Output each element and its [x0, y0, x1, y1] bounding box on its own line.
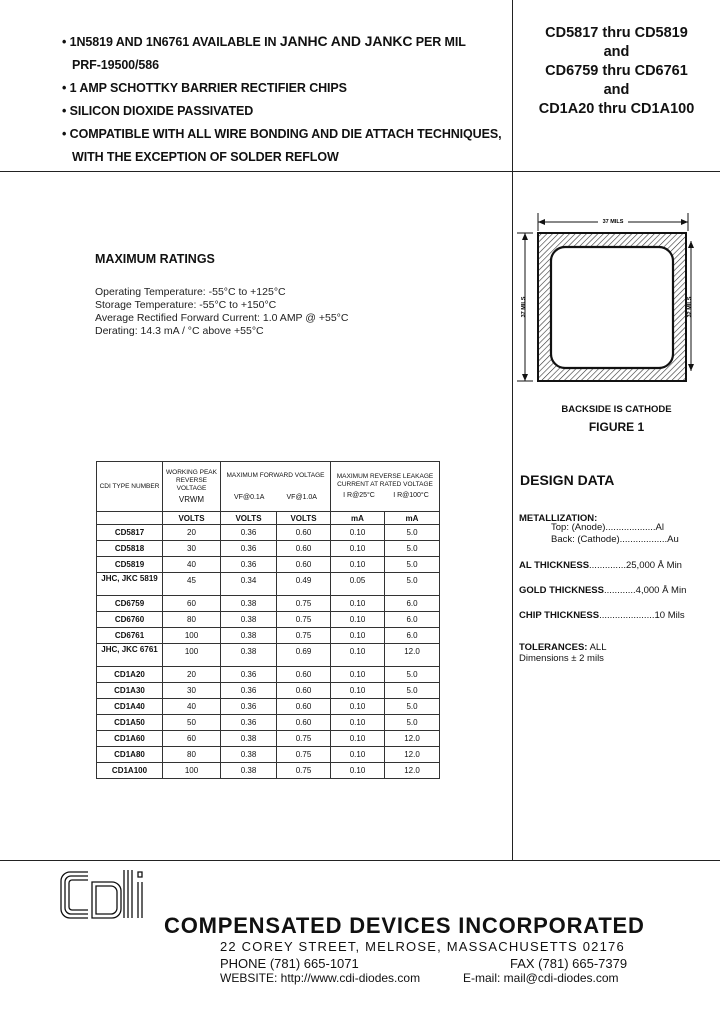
company-fax: FAX (781) 665-7379: [510, 956, 628, 971]
value-cell: 80: [163, 612, 221, 628]
value-cell: 0.36: [221, 667, 277, 683]
value-cell: 0.10: [331, 628, 385, 644]
value-cell: 6.0: [385, 628, 440, 644]
value-cell: 20: [163, 525, 221, 541]
value-cell: 0.10: [331, 667, 385, 683]
top-divider: [0, 171, 720, 172]
logo-text: cdi: [58, 868, 60, 869]
feature-list: [62, 30, 507, 169]
table-row: [97, 699, 440, 715]
value-cell: 80: [163, 747, 221, 763]
company-phone: PHONE (781) 665-1071: [220, 956, 359, 971]
value-cell: 0.75: [277, 628, 331, 644]
company-website[interactable]: WEBSITE: http://www.cdi-diodes.com: [220, 971, 421, 985]
value-cell: 0.10: [331, 596, 385, 612]
part-number-cell: CD5817: [97, 525, 163, 541]
rating-line: Operating Temperature: -55°C to +125°C: [95, 286, 286, 298]
part-range-line: CD5817 thru CD5819: [545, 25, 688, 41]
value-cell: 12.0: [385, 731, 440, 747]
part-number-cell: CD1A50: [97, 715, 163, 731]
feature-item: • COMPATIBLE WITH ALL WIRE BONDING AND DIE ATTACH TECHNIQUES,: [62, 127, 502, 141]
value-cell: 0.38: [221, 644, 277, 667]
value-cell: 5.0: [385, 699, 440, 715]
table-row: [97, 763, 440, 779]
figure-caption: BACKSIDE IS CATHODE: [561, 404, 672, 415]
table-row: [97, 541, 440, 557]
value-cell: 60: [163, 731, 221, 747]
table-row: [97, 596, 440, 612]
value-cell: 0.10: [331, 683, 385, 699]
electrical-characteristics-table: [96, 461, 440, 779]
part-range-line: and: [603, 44, 630, 60]
value-cell: 0.10: [331, 612, 385, 628]
cdi-logo: [58, 868, 160, 922]
value-cell: 6.0: [385, 612, 440, 628]
value-cell: 45: [163, 573, 221, 596]
feature-item: • 1 AMP SCHOTTKY BARRIER RECTIFIER CHIPS: [62, 81, 347, 95]
part-range-line: CD6759 thru CD6761: [545, 63, 688, 79]
value-cell: 0.38: [221, 747, 277, 763]
value-cell: 5.0: [385, 525, 440, 541]
part-number-cell: JHC, JKC 5819: [97, 573, 163, 596]
chip-outline-figure: [513, 205, 720, 435]
value-cell: 0.69: [277, 644, 331, 667]
table-row: [97, 612, 440, 628]
part-number-cell: CD5819: [97, 557, 163, 573]
table-row: [97, 557, 440, 573]
company-name: COMPENSATED DEVICES INCORPORATED: [164, 913, 645, 938]
value-cell: 0.38: [221, 731, 277, 747]
rating-line: Derating: 14.3 mA / °C above +55°C: [95, 325, 264, 337]
rating-line: Average Rectified Forward Current: 1.0 AMP @ +55°C: [95, 312, 349, 324]
value-cell: 0.75: [277, 612, 331, 628]
company-email[interactable]: E-mail: mail@cdi-diodes.com: [463, 971, 619, 985]
value-cell: 5.0: [385, 715, 440, 731]
table-units-row: VOLTS VOLTS VOLTS mA mA: [97, 512, 440, 525]
value-cell: 100: [163, 644, 221, 667]
value-cell: 0.10: [331, 644, 385, 667]
tolerances: TOLERANCES: ALL: [519, 642, 607, 653]
value-cell: 0.36: [221, 715, 277, 731]
value-cell: 0.10: [331, 541, 385, 557]
value-cell: 0.60: [277, 699, 331, 715]
value-cell: 20: [163, 667, 221, 683]
value-cell: 0.10: [331, 763, 385, 779]
chip-thickness: CHIP THICKNESS.....................10 Mils: [519, 610, 685, 621]
value-cell: 0.10: [331, 731, 385, 747]
value-cell: 5.0: [385, 573, 440, 596]
left-dimension-label: 37 MILS: [521, 296, 527, 318]
value-cell: 0.49: [277, 573, 331, 596]
value-cell: 0.10: [331, 557, 385, 573]
table-row: [97, 667, 440, 683]
value-cell: 30: [163, 541, 221, 557]
value-cell: 0.36: [221, 699, 277, 715]
value-cell: 0.36: [221, 541, 277, 557]
company-address: 22 COREY STREET, MELROSE, MASSACHUSETTS 02176: [220, 939, 625, 954]
rating-line: Storage Temperature: -55°C to +150°C: [95, 299, 277, 311]
part-number-cell: CD6759: [97, 596, 163, 612]
value-cell: 0.34: [221, 573, 277, 596]
part-number-cell: CD1A100: [97, 763, 163, 779]
feature-item: • 1N5819 AND 1N6761 AVAILABLE IN JANHC AND JANKC PER MIL: [62, 33, 466, 49]
value-cell: 5.0: [385, 557, 440, 573]
value-cell: 0.75: [277, 596, 331, 612]
metallization-label: METALLIZATION:: [519, 513, 598, 524]
table-row: [97, 644, 440, 667]
maximum-ratings-list: [95, 286, 348, 338]
value-cell: 100: [163, 763, 221, 779]
part-number-cell: CD1A30: [97, 683, 163, 699]
value-cell: 0.10: [331, 715, 385, 731]
value-cell: 60: [163, 596, 221, 612]
header-vrwm: WORKING PEAK REVERSE VOLTAGE VRWM: [163, 462, 221, 512]
value-cell: 0.10: [331, 747, 385, 763]
value-cell: 6.0: [385, 596, 440, 612]
value-cell: 12.0: [385, 747, 440, 763]
value-cell: 0.60: [277, 683, 331, 699]
part-number-cell: CD6760: [97, 612, 163, 628]
value-cell: 0.10: [331, 699, 385, 715]
table-row: [97, 715, 440, 731]
gold-thickness: GOLD THICKNESS............4,000 Å Min: [519, 585, 687, 596]
footer-divider: [0, 860, 720, 861]
part-number-range: [513, 24, 720, 119]
value-cell: 0.36: [221, 683, 277, 699]
value-cell: 0.60: [277, 525, 331, 541]
value-cell: 0.60: [277, 557, 331, 573]
metal-top-line: Top: (Anode)...................Al: [551, 522, 664, 533]
part-number-cell: CD5818: [97, 541, 163, 557]
value-cell: 0.36: [221, 557, 277, 573]
value-cell: 12.0: [385, 644, 440, 667]
table-row: [97, 628, 440, 644]
part-number-cell: CD1A80: [97, 747, 163, 763]
design-data-heading: DESIGN DATA: [520, 472, 615, 488]
value-cell: 0.60: [277, 715, 331, 731]
value-cell: 0.36: [221, 525, 277, 541]
header-ir: MAXIMUM REVERSE LEAKAGE CURRENT AT RATED VOLTAGE I R@25°C I R@100°C: [331, 462, 440, 512]
header-type: CDI TYPE NUMBER: [97, 462, 163, 512]
header-vf: MAXIMUM FORWARD VOLTAGE VF@0.1A VF@1.0A: [221, 462, 331, 512]
value-cell: 0.10: [331, 525, 385, 541]
right-dimension-label: 32 MILS: [687, 296, 693, 318]
feature-item: • SILICON DIOXIDE PASSIVATED: [62, 104, 254, 118]
table-header-row: [97, 462, 440, 512]
value-cell: 0.75: [277, 763, 331, 779]
value-cell: 30: [163, 683, 221, 699]
feature-item: WITH THE EXCEPTION OF SOLDER REFLOW: [72, 150, 339, 164]
tolerances-dimensions: Dimensions ± 2 mils: [519, 653, 604, 664]
value-cell: 0.38: [221, 628, 277, 644]
part-range-line: and: [603, 82, 630, 98]
part-number-cell: CD1A40: [97, 699, 163, 715]
value-cell: 0.75: [277, 731, 331, 747]
table-row: [97, 731, 440, 747]
part-number-cell: JHC, JKC 6761: [97, 644, 163, 667]
table-row: [97, 747, 440, 763]
table-row: [97, 683, 440, 699]
al-thickness: AL THICKNESS..............25,000 Å Min: [519, 560, 682, 571]
table-body: [97, 525, 440, 779]
feature-item: PRF-19500/586: [72, 58, 159, 72]
value-cell: 5.0: [385, 541, 440, 557]
part-number-cell: CD1A20: [97, 667, 163, 683]
value-cell: 5.0: [385, 683, 440, 699]
part-range-line: CD1A20 thru CD1A100: [538, 101, 695, 117]
maximum-ratings-heading: MAXIMUM RATINGS: [95, 252, 215, 266]
table-row: [97, 573, 440, 596]
value-cell: 0.60: [277, 541, 331, 557]
value-cell: 100: [163, 628, 221, 644]
part-number-cell: CD1A60: [97, 731, 163, 747]
value-cell: 12.0: [385, 763, 440, 779]
value-cell: 40: [163, 699, 221, 715]
value-cell: 50: [163, 715, 221, 731]
top-dimension-label: 37 MILS: [602, 219, 624, 225]
value-cell: 0.38: [221, 763, 277, 779]
value-cell: 0.75: [277, 747, 331, 763]
value-cell: 0.60: [277, 667, 331, 683]
metal-back-line: Back: (Cathode)..................Au: [551, 534, 679, 545]
value-cell: 0.05: [331, 573, 385, 596]
value-cell: 0.38: [221, 596, 277, 612]
value-cell: 5.0: [385, 667, 440, 683]
table-row: [97, 525, 440, 541]
part-number-cell: CD6761: [97, 628, 163, 644]
value-cell: 0.38: [221, 612, 277, 628]
figure-label: FIGURE 1: [588, 420, 645, 434]
value-cell: 40: [163, 557, 221, 573]
